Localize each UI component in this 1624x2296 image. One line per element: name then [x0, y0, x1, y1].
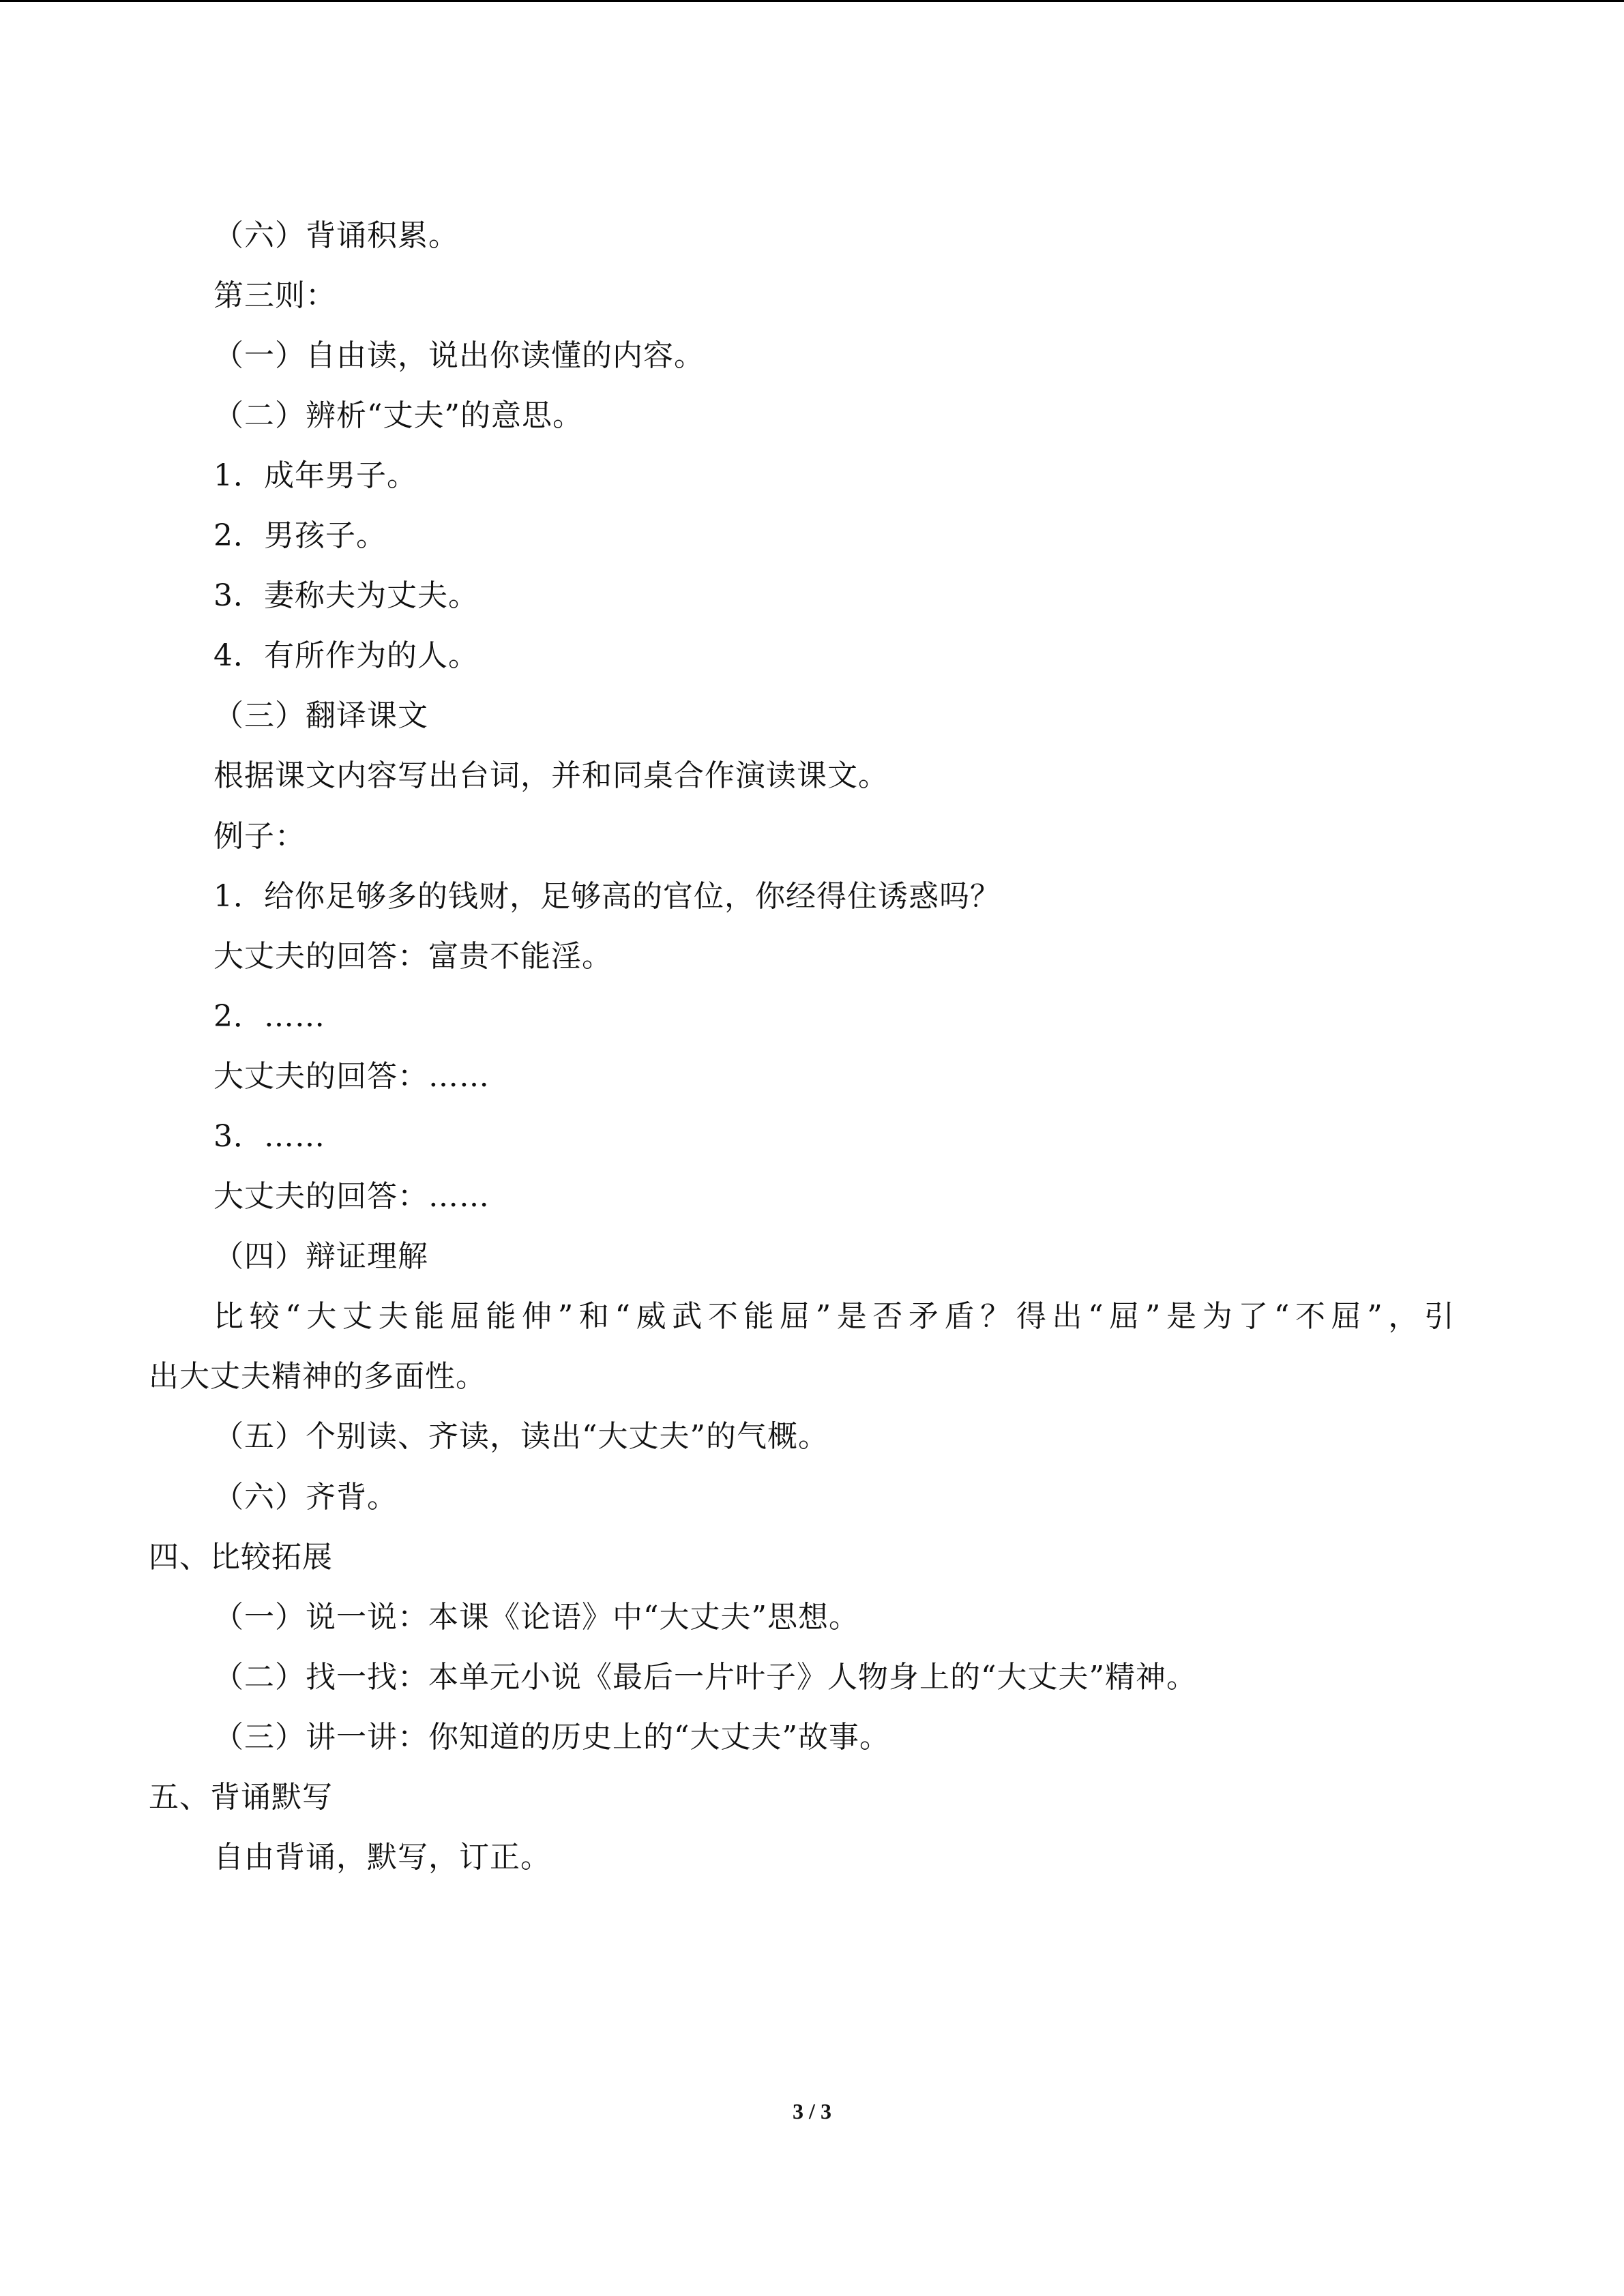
- text-line: （二）辨析“丈夫”的意思。: [213, 398, 583, 433]
- section-heading: 五、背诵默写: [149, 1780, 333, 1815]
- text-line: （二）找一找：本单元小说《最后一片叶子》人物身上的“大丈夫”精神。: [213, 1660, 1197, 1695]
- text-line: 大丈夫的回答：……: [213, 1179, 490, 1214]
- text-line: （五）个别读、齐读，读出“大丈夫”的气概。: [213, 1419, 829, 1454]
- text-line: （一）自由读，说出你读懂的内容。: [213, 338, 705, 373]
- text-line: 4．有所作为的人。: [213, 638, 479, 673]
- text-line: 例子：: [213, 819, 306, 854]
- text-line: 3．……: [213, 1119, 325, 1154]
- text-line: 2．……: [213, 999, 325, 1034]
- text-line: 大丈夫的回答：富贵不能淫。: [213, 939, 612, 974]
- text-line: 比较“大丈夫能屈能伸”和“威武不能屈”是否矛盾？得出“屈”是为了“不屈”，引: [213, 1299, 1455, 1334]
- text-line: （三）讲一讲：你知道的历史上的“大丈夫”故事。: [213, 1720, 890, 1755]
- text-line: （六）背诵积累。: [213, 218, 459, 253]
- text-line: （一）说一说：本课《论语》中“大丈夫”思想。: [213, 1600, 859, 1635]
- text-line: 大丈夫的回答：……: [213, 1059, 490, 1094]
- text-line: 第三则：: [213, 278, 336, 313]
- top-border-line: [0, 0, 1624, 2]
- text-line: 根据课文内容写出台词，并和同桌合作演读课文。: [213, 758, 889, 793]
- section-heading: 四、比较拓展: [149, 1540, 333, 1575]
- text-line: 3．妻称夫为丈夫。: [213, 578, 479, 613]
- text-line: （六）齐背。: [213, 1480, 398, 1515]
- text-line: （三）翻译课文: [213, 698, 428, 733]
- text-line: 1．成年男子。: [213, 458, 417, 493]
- text-line: 2．男孩子。: [213, 518, 387, 553]
- text-line: 1．给你足够多的钱财，足够高的官位，你经得住诱惑吗？: [213, 879, 1001, 914]
- page-number: 3 / 3: [793, 2099, 831, 2123]
- text-line: （四）辩证理解: [213, 1239, 428, 1274]
- text-line: 出大丈夫精神的多面性。: [149, 1359, 486, 1394]
- text-line: 自由背诵，默写，订正。: [213, 1840, 551, 1875]
